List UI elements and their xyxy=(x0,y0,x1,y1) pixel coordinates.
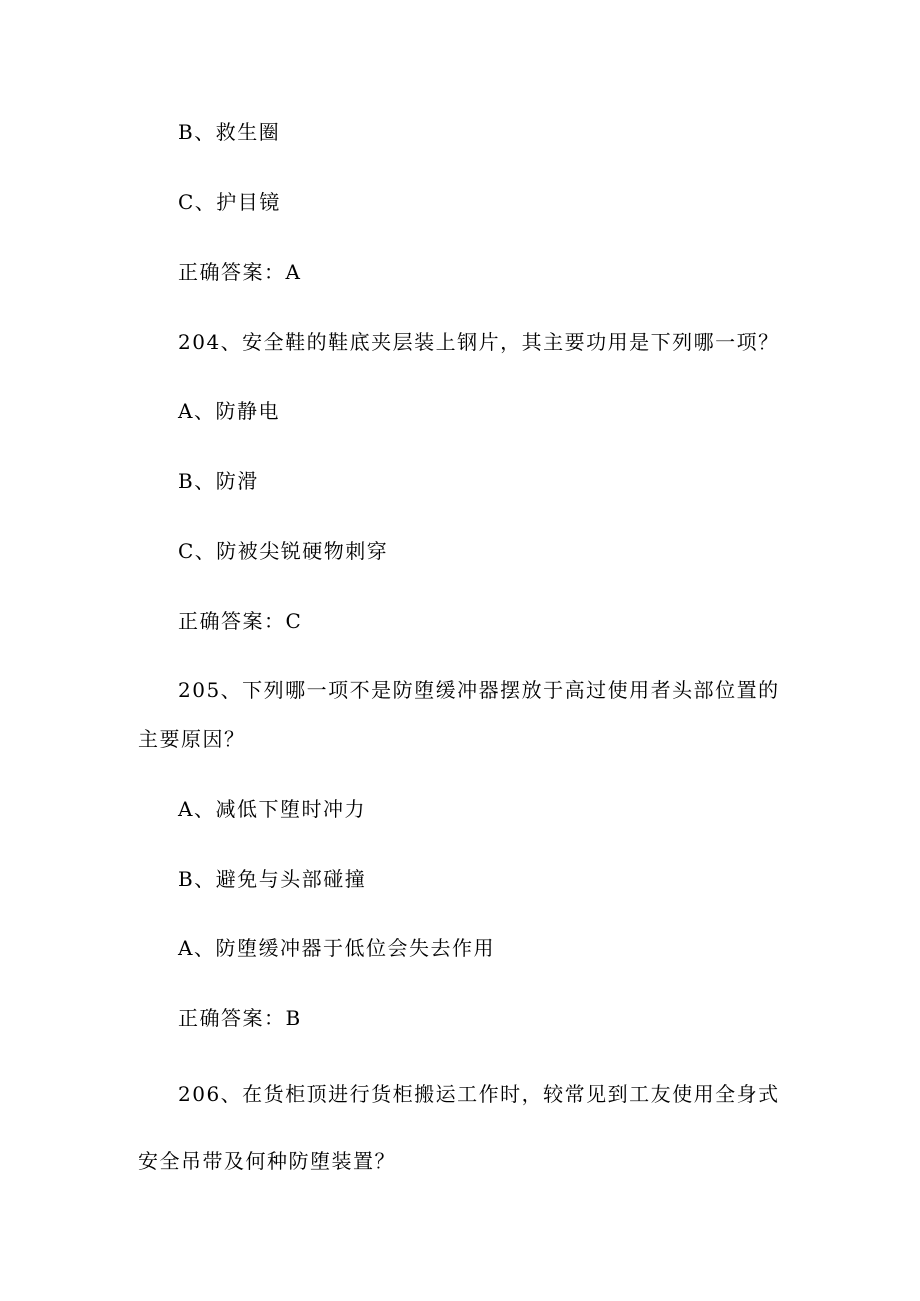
option-b-q204: B、防滑 xyxy=(178,469,259,493)
answer-q205: 正确答案：B xyxy=(178,1006,302,1030)
option-b-q203: B、救生圈 xyxy=(178,120,281,144)
question-204: 204、安全鞋的鞋底夹层装上钢片，其主要功用是下列哪一项？ xyxy=(178,330,780,354)
question-206-line2: 安全吊带及何种防堕装置？ xyxy=(138,1149,396,1173)
option-a-q204: A、防静电 xyxy=(178,399,280,423)
question-206-line1: 206、在货柜顶进行货柜搬运工作时，较常见到工友使用全身式 xyxy=(178,1082,780,1106)
question-205-line1: 205、下列哪一项不是防堕缓冲器摆放于高过使用者头部位置的 xyxy=(178,678,780,702)
option-c-q205: A、防堕缓冲器于低位会失去作用 xyxy=(178,936,495,960)
question-205-line2: 主要原因？ xyxy=(138,727,246,751)
option-c-q204: C、防被尖锐硬物刺穿 xyxy=(178,539,389,563)
option-b-q205: B、避免与头部碰撞 xyxy=(178,867,367,891)
option-a-q205: A、减低下堕时冲力 xyxy=(178,797,366,821)
answer-q204: 正确答案：C xyxy=(178,609,303,633)
option-c-q203: C、护目镜 xyxy=(178,190,281,214)
answer-q203: 正确答案：A xyxy=(178,260,302,284)
